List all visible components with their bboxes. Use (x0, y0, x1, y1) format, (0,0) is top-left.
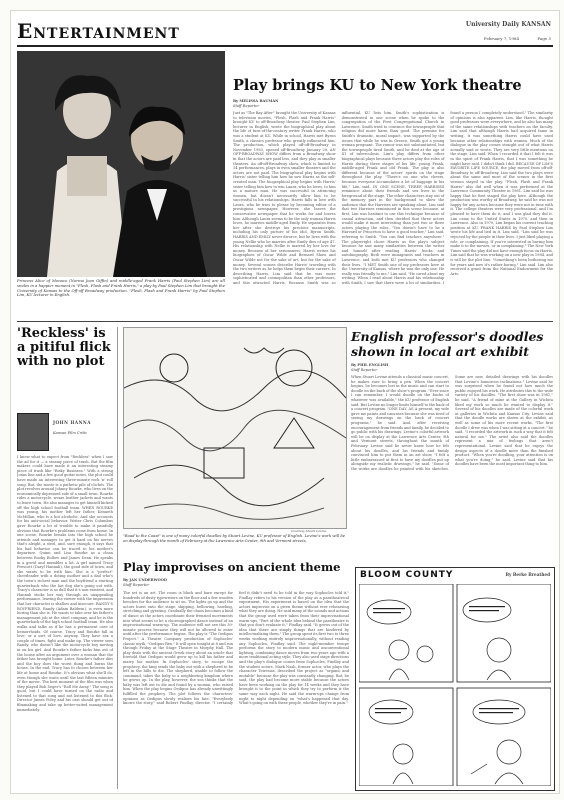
comic-strip (355, 567, 555, 791)
column-rule (117, 327, 118, 789)
story3-byline: By JAN UNDERWOOD (123, 578, 167, 582)
issue-date: February 7, 1984 (483, 36, 519, 41)
story1-headline: Play brings KU to New York theatre (233, 77, 522, 94)
paper-name: University Daily KANSAN (465, 21, 551, 28)
review-headline: 'Reckless' is a pitiful flick with no plot (17, 326, 111, 369)
newspaper-page (10, 10, 560, 794)
doodle-illustration (124, 328, 346, 528)
page-number: Page 5 (537, 36, 551, 41)
critic-photo (17, 413, 49, 451)
masthead-rule (17, 45, 553, 47)
comic-panels (359, 584, 551, 786)
story1-role: Staff Reporter (233, 104, 260, 108)
story3-headline: Play improvises on ancient theme (123, 560, 341, 574)
photo-caption: Princess Alice of Monaco (Norma Jean Giffin) and middle-aged Frank Harris (Paul Stephen Lim) are all smiles in a happier moment in "Flesh, Flash and Frank Harris," a play by Paul Stephen Lim that brought the University of Kansas to the Off-off Broadway production. "Flesh, Flash and Frank Harris" by Paul Stephen Lim, KU lecturer in English. (17, 279, 225, 298)
story2-byline: By PHIL ENGLISH (351, 363, 389, 367)
story2-role: Staff Reporter (351, 368, 378, 372)
section-title: Entertainment (17, 19, 180, 43)
story1-body: Just as "The Bay After" brought the University of Kansas to television movies, "Flesh, Flash and Frank Harris" brought KU to off-Broadway theater. Paul Stephen Lim, lecturer in English, wrote the biographical play about the life of turn-of-the-century writer Frank Harris, who was a student at KU. While in school, Harris met Byron Smith, a classics professor who greatly influenced him. The production, which played off-off-Broadway in November 1983, opened off-Broadway January 20. AN OFF-BROADWAY SHOW differs from a Broadway show in that the actors are paid less, and they play in smaller theaters. An off-off-Broadway show, which is limited to 14 performances, plays in even smaller theaters and the actors are not paid. The biographical play begins with Harris' sister telling him how he saw Harris as the self-created man. The biographical play begins with Harris' sister telling him how to win Laura, who he loves, to him as a mature man. He was successful in attracting women, but doesn't necessarily allow him to be successful in his relationships. Harris falls in love with Laura, who he tries to please by becoming editor of a prestigious newspaper. However, she leaves the conservative newspaper that he works for and leaves him. Although Laura seems to be the only woman Harris loves, he marries middle-aged Emily. He separates from her after she destroys his precious manuscripts, including his only picture of his idol, Byron Smith. HARRIS AND EMILY never divorce, but he lives with the young Nellie who he marries after Emily dies of age 47. His relationship with Nellie is marred by her love for money. Because of her seriousness, Harris writes his biographies of Oscar Wilde and Bernard Shaw and Oscar Wilde not for the sake of art, but for the sake of money. Several scenes describe Harris' traveling with the two writers as he helps them begin their careers. In describing Harris, Lim said that he was more sophisticated and cosmopolitan than other professors, and this attracted Harris. Because Smith was so influential, KU lists him. Smith's sophistication is demonstrated in one scene when he spoke to the congregation of the First Congregational Church in Lawrence, Smith tried to convince the townspeople that religion did more harm than good. The premise for Smith's dramatic, moral impact, was supported by the issues that while he was in Greece, Smith got a young woman pregnant. The rumor was not substantiated, but the townspeople tired Smith, and he died at the age of 41 of tuberculosis. Lim's play differs from other biographical plays because three actors play the roles of Harris during three stages of his life: young Frank, middle-aged Frank and old Frank. The play is also different because of the actors' spirits on the stage throughout the play. "There's no one who cheers, because everyone accumulates a lot of baggage in his life," Lim said. IN ONE SCENE, THREE HARRISES reminisce about their friends and sex lives in the foreground of the stage. The other characters stay out of the memory part in the background to show the audience that the Harrises are speaking alone. Lim said that two Harrises reminisced in this scene because, at first, Lim was hesitant to use this technique because of casual attraction, and then decided that three actors would make it more interesting than just two or three actors playing the roles. "You doesn't have to be a Harvard or Princeton to have a good teacher," Lim said, referring to Smith. "You can find teachers anywhere." The playwright chose Harris as the play's subject because he saw many similarities between the writer and himself after reading Harris' books and autobiography. Both were immigrants and teachers in Lawrence, and both met KU professors who changed their lives. "I MET Smith one of my professors here at the University of Kansas, where he was the only one. He really was friendly to me," Lim said. "He cared about my writing. When I read about Harris and his relationship with Smith, I saw that there were a lot of similarities. I found a person I completely understood." The similarity of opinions is also apparent. Lim, like Harris, thought good professors were everywhere, and he also has many of the same relationships with teachers on the faculty. Lim said that although Harris had acquired fame in writing, it was something Harris could have used because other relationships with women. Much of the dialogue in the play comes straight out of what Harris actually said or wrote. They are very little mentions on the stage, Lim said. When I recorded it that I felt it was in the spirit of Frank Harris, that I was something he might have said. I didn't think I did. BECAUSE OF LIM'S FAVORITE LIFE SOURCE, the play moved from off-off-Broadway to off-Broadway. Lim said the two plays were about the same and most of the scenes in the first version stayed in the play. "Flesh, Flash and Frank Harris" also did well when it was performed at the Lawrence Community Theater in 1981. Lim said he was happy that he first staged the play here. Although the production was worthy of Broadway, he said he was not happy for any actors because they were not in tune with it. The college theaters were very professional, and I'm pleased to have them do it, and I was glad they did it. Lim came to the United States in 1970, and then in Lawrence. Also in 1970, Lim began his current teaching position at KU. FRANK HARRIS by Paul Stephen Lim wrote his life and lied in it. Lim said, "Lim said he was rejected by the people in their lives. I just liked playing a role, or complaining. If you're interested in having him make it to the movies, or in complaining." The New York Times said the play did not have enough focus on Harris. Lim said that he was working on a new play in 1984, and it will be the plot line. "Something's been bothering me for years and now it's rather boring," Lim said. Lim also received a grant from the National Endowment for the Arts. (233, 111, 553, 285)
sketch-caption: "Road to the Coast" is one of many colorful doodles by Stuart Levine, KU professor of English. Levine's work will be on display through the month of February at the Lawrence Arts Center, 9th and Vermont streets. (123, 534, 345, 543)
theatre-photo (17, 51, 225, 277)
doodle-artwork (123, 327, 347, 529)
story1-byline: By MELISSA BAUMAN (233, 99, 279, 103)
story3-role: Staff Reporter (123, 583, 150, 587)
comic-title: BLOOM COUNTY (360, 570, 454, 580)
story3-body: The set is an art. The room is black and bare except for hundreds of dusty typewriters on the floor and a few wooden benches for the audience to sit on. The lights go up and the actors burst onto the stage, skipping, bellowing, howling, stretching and gyrating. Gradually the chaos becomes a kind of dance as the actors coordinate their frenzied movements into what seems to be a choreographed dance instead of an improvisational warm-up. The audience will not see this 30-minute process because they will not be allowed to enter until after the performance begins. The play is "The Oedipus Project." A Theatre Company production of Sophocles' classic myth, "Oedipus Rex." It will open tonight at 8 and run through Friday at the Stage Theatre in Murphy Hall. The play deals with the ancient Greek story about an oracle that foretold that Oedipus would grow up to kill his father and marry his mother. In Sophocles' story, to escape the prophecy, the king sends the baby out with a shepherd to be left in the hills to die. The shepherd, unable to follow the command, takes the baby to a neighboring kingdom where he grows up. In the play, however, the son thinks that the baby was left out to die and found by a woman, who raised him. When the play begins Oedipus has already unwittingly fulfilled the prophecy. The plot follows the characters' opinions as Oedipus slowly realizes his fate. "Everybody knows the story," said Robert Findlay, director. "I certainly feel it didn't need to be told in the way Sophocles told it." Findlay refers to his version of the play as a paratheatrical experiment. His experiment is based on the idea that the actors improvise on a given theme without ever rehearsing what they are doing. He said many of the sounds and actions that the group used were taken from their improvisational warm-ups. "Part of the whole idea behind the paratheatre is that you don't evaluate it," Findlay said. "It grows out of the idea that there are simply things that are hindered by intellectualizing them." The group spent its first two to three weeks working entirely improvisationally, without reading any Sophocles, Findlay said. The eight-member troupe performs the story to modern music and unconventional lighting, combining dance moves from two years ago with a more traditional acting style. They also used stage directions and the play's dialogue comes from Sophocles, Findlay and the student actors. Mark Nash, former actor, who plays the character Teiresias, described the project as "organic and mutable" because the play was constantly changing. But, he said, the play had become more stable because the actors have been working on the play for 14 weeks and they have brought it to the point in which they try to perform it the same way each night. He said the warm-ups change from night to night depending on "what's happened that day. What's going on with these people, whether they're in pain." (123, 591, 349, 706)
story2-body: When Stuart Levine attends a classical music concert, he makes sure to bring a pen. When the concert begins, he becomes lost in the music and can start to doodle on the back of the show's program. "Ever since I can remember, I would doodle on the backs of whatever was available," the KU professor of English said. But Levine no longer limits himself to the back of a concert program. "ONE DAY, AS A present, my wife gave me paints and canvases because she was tired of seeing my drawings on the back of concert programs," he said. And, after receiving encouragement from friends and family, he decided to go public with his drawings. Levine's colorful artwork will be on display at the Lawrence Arts Center, 9th and Vermont streets, throughout the month of February. Levine said he never knew how he felt about his doodles, and his friends and family convinced him to put them in an art show. "I felt a little embarrassed at first to have my doodles put up alongside my realistic drawings," he said. "Some of the works are doodles he painted with his sketches. Some are new, detailed drawings with his doodles that Levine's humorous inclinations." Levine said he was surprised when he found out how much the public enjoyed his work. He attributes this to the wide variety of his doodles. "The first show was in 1981," he said. "A friend of mine at the Gallery in Wichita liked my work so much he wanted to display it." Several of his doodles are made of the colorful work at galleries in Wichita and Kansas City. Levine said that the doodle works are shown at the exhibit, as well as some of his more recent works. "The first doodle I drew was when I was sitting at a concert," he said. "I recorded the artwork in such a way that it felt natural for me." The artist also said the doodles represent a mix of feelings that aren't representational. Levine said that he enjoys the design aspects of a doodle more than the finished product. "When you're doodling, your attention is on what you're doing," he said. Levine said that his doodles have been the most important thing to him. (351, 375, 553, 471)
sketch-credit: Courtesy Stuart Levine (291, 529, 327, 533)
critic-role: Kansan Film Critic (53, 431, 88, 435)
section-divider (17, 321, 553, 322)
story2-headline: English professor's doodles shown in local art exhibit (351, 329, 544, 359)
review-body: I knew what to expect from "Reckless" when I saw the ad for it — a steamy piece of trash. But the film makers could have made it an interesting steamy piece of trash like "Risky Business." With a strong Jonas line and a few good guitar notes, the plot could have made an interesting three-minute rock 'n' roll song. But, the movie is a pathetic pile of clichés. The plot revolves around Johnny Rourke, who lives on the economically depressed side of a small town. Rourke rides a motorcycle, wears leather jackets and wants to leave town. He also manages to get himself kicked off the high school football team. WHEN ROURKE was young, his mother left her father, Kenneth McMillan, who is a hot alcoholic. And she accounts for his anti-social behavior. Writer Chris Columbus gave Rourke a lot of trouble to make it painfully obvious that Rourke's problems come from home. In one scene, Rourke breaks into the high school he attends and manages to get it hard on his nerves that's alright, a steel, and, sure enough, it says that his bad behavior can be traced to his mother's departure. Quinn and Lisa Rourke as a clean between Rooky Rollow and James Dean. He speaks in a growl and mumbles a lot. A girl named Tracy Prescott (Daryl Hannah), the good side of town, and she wants to be with him. She is a "perfect" cheerleader with a doting mother and a dad who's the town's richest man and the boyfriend a starting quarterback who the hot dog she's going out with. Tracy's character is so dull that it's non-existent, and Hannah sticks her way through an unappealing performance, leaving the viewer with the impression that her character is shallow and insecure. RANDY'S BOYFRIEND, Randy (Adam Baldwin), is even more boring than she is. He wants to take over his father's management job at the steel company, and he is the quarterback of the high school football team. He also walks and talks as if he has a permanent case of hemorrhoids. Of course, Tracy and Rourke fall in love, or a sort of love, anyway. They have sex a couple of times, fight and make up. The viewer sees Randy, who doesn't like the motorcycle boy moving in on his girl. And Rourke's father kicks him out of the house after an argument over a woman that the father has brought home. Later, Rourke's father dies and the boy does the worst thing and burns the house. In the end, Tracy has to choose between her life at home and Rourke. It's obvious what she'll do, even though she waits until the last fifteen minutes of the movie. The best moment of the film was when they played Bob Seger's "Roll Me Away." The song is good, but I could have turned on the radio and listened to that song and not listened to this flick. Director James Foley and his cast should get out of filmmaking and take up better-suited management immediately. (17, 455, 113, 712)
photo-illustration (17, 51, 225, 277)
comic-credit: By Berke Breathed (505, 572, 550, 577)
critic-name: JOHN HANNA (53, 420, 91, 425)
